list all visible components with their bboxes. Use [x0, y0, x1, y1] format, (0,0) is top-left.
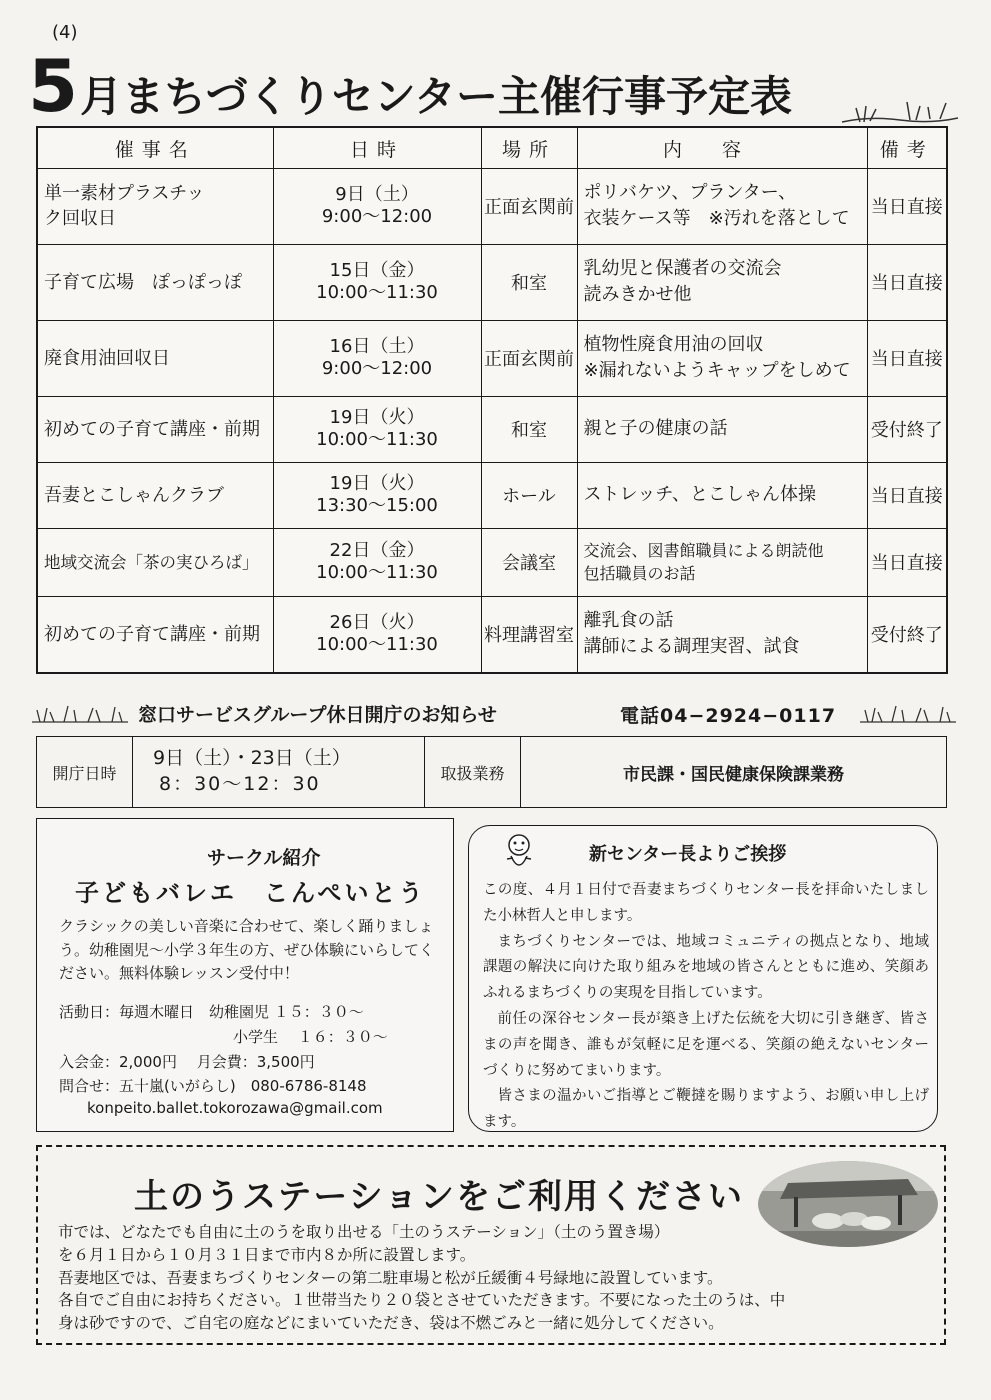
soil-line: 吾妻地区では、吾妻まちづくりセンターの第二駐車場と松が丘緩衝４号緑地に設置しています。: [58, 1268, 723, 1287]
table-row: [37, 396, 947, 462]
event-time: 10:00～11:30: [316, 634, 438, 656]
event-name: 初めての子育て講座・前期: [37, 596, 273, 673]
table-row: [37, 737, 947, 808]
grass-decoration-icon: [858, 702, 958, 724]
greeting-body: [483, 878, 929, 1136]
event-datetime: [273, 244, 481, 320]
soil-station-box: [36, 1145, 946, 1345]
circle-heading: サークル紹介: [207, 847, 321, 869]
page-title: [28, 42, 793, 128]
circle-description: クラシックの美しい音楽に合わせて、楽しく踊りましょう。幼稚園児〜小学３年生の方、ぜひ体験にいらしてください。無料体験レッスン受付中！: [59, 917, 435, 983]
content-line: 読みきかせ他: [583, 284, 692, 306]
event-name: 地域交流会「茶の実ひろば」: [37, 528, 273, 596]
greeting-box: [468, 825, 938, 1132]
table-header-row: [37, 127, 947, 169]
event-note: 受付終了: [867, 596, 947, 673]
event-time: 10:00～11:30: [316, 429, 438, 451]
event-content: [577, 396, 867, 462]
event-place: 正面玄関前: [481, 320, 577, 396]
content-line: ストレッチ、とこしゃん体操: [583, 484, 817, 506]
content-line: 講師による調理実習、試食: [583, 636, 800, 658]
event-datetime: [273, 528, 481, 596]
event-content: [577, 169, 867, 245]
work-label: 取扱業務: [425, 737, 521, 808]
event-name: 吾妻とこしゃんクラブ: [37, 462, 273, 528]
header-name: 催事名: [37, 127, 273, 169]
soil-station-title: 土のうステーションをご利用ください: [134, 1177, 744, 1217]
event-place: 和室: [481, 244, 577, 320]
soil-station-body: [58, 1221, 938, 1335]
open-dates-days: 9日（土）・23日（土）: [153, 747, 351, 770]
event-time: 10:00～11:30: [316, 562, 438, 584]
greeting-paragraph: まちづくりセンターでは、地域コミュニティの拠点となり、地域課題の解決に向けた取り組みを地域の皆さんとともに進め、笑顔あふれるまちづくりの実現を目指しています。: [483, 933, 929, 1002]
event-date: 19日（火）: [329, 472, 425, 494]
event-content: [577, 596, 867, 673]
table-row: [37, 462, 947, 528]
greeting-paragraph: 前任の深谷センター長が築き上げた伝統を大切に引き継ぎ、皆さまの声を聞き、誰もが気軽に足を運べる、笑顔の絶えないセンターづくりに努めてまいります。: [483, 1010, 929, 1079]
event-time: 9:00～12:00: [321, 206, 433, 228]
open-dates-hours: 8：30〜12：30: [159, 773, 321, 795]
event-name: 初めての子育て講座・前期: [37, 396, 273, 462]
table-row: [37, 244, 947, 320]
header-content: 内容: [577, 127, 867, 169]
event-datetime: [273, 462, 481, 528]
content-line: 親と子の健康の話: [583, 418, 728, 440]
event-place: 正面玄関前: [481, 169, 577, 245]
event-content: [577, 320, 867, 396]
table-row: [37, 596, 947, 673]
soil-line: 市では、どなたでも自由に土のうを取り出せる「土のうステーション」（土のう置き場）: [58, 1223, 670, 1241]
event-datetime: [273, 596, 481, 673]
header-datetime: 日時: [273, 127, 481, 169]
grass-decoration-icon: [30, 702, 130, 724]
event-note: 当日直接: [867, 462, 947, 528]
event-place: ホール: [481, 462, 577, 528]
title-text: 月まちづくりセンター主催行事予定表: [80, 71, 793, 121]
event-note: 当日直接: [867, 528, 947, 596]
work-content: 市民課・国民健康保険課業務: [521, 737, 947, 808]
event-time: 13:30～15:00: [316, 495, 438, 517]
content-line: ※漏れないようキャップをしめて: [583, 360, 851, 382]
event-note: 当日直接: [867, 244, 947, 320]
service-notice-phone: 電話04−2924−0117: [620, 705, 837, 727]
page-number: (4): [52, 22, 78, 43]
service-notice-banner: [30, 700, 960, 726]
service-notice-title: 窓口サービスグループ休日開庁のお知らせ: [138, 704, 497, 726]
circle-introduction-box: [36, 818, 454, 1132]
event-note: 受付終了: [867, 396, 947, 462]
event-name: 廃食用油回収日: [37, 320, 273, 396]
circle-activity: 活動日：毎週木曜日 幼稚園児 １５：３０〜: [59, 1003, 364, 1021]
header-note: 備考: [867, 127, 947, 169]
content-line: 乳幼児と保護者の交流会: [583, 258, 782, 280]
open-date-label: 開庁日時: [37, 737, 133, 808]
event-date: 9日（土）: [335, 183, 419, 205]
event-date: 26日（火）: [329, 611, 425, 633]
event-datetime: [273, 169, 481, 245]
content-line: 包括職員のお話: [583, 564, 696, 584]
circle-name: 子どもバレエ こんぺいとう: [75, 879, 426, 907]
circle-email: konpeito.ballet.tokorozawa@gmail.com: [87, 1099, 383, 1117]
event-place: 料理講習室: [481, 596, 577, 673]
event-note: 当日直接: [867, 169, 947, 245]
greeting-paragraph: この度、４月１日付で吾妻まちづくりセンター長を拝命いたしました小林哲人と申します。: [483, 882, 929, 924]
open-dates: [133, 737, 425, 808]
event-schedule-table: [36, 126, 948, 674]
content-line: 植物性廃食用油の回収: [583, 334, 764, 356]
event-content: [577, 244, 867, 320]
content-line: 衣装ケース等 ※汚れを落として: [583, 208, 850, 230]
table-row: [37, 320, 947, 396]
soil-line: 各自でご自由にお持ちください。１世帯当たり２０袋とさせていただきます。不要になった土のうは、中: [58, 1291, 786, 1310]
event-datetime: [273, 396, 481, 462]
event-content: [577, 462, 867, 528]
event-date: 16日（土）: [329, 335, 425, 357]
soil-line: 身は砂ですので、ご自宅の庭などにまいていただき、袋は不燃ごみと一緒に処分してください。: [58, 1314, 724, 1333]
event-content: [577, 528, 867, 596]
greeting-paragraph: 皆さまの温かいご指導とご鞭撻を賜りますよう、お願い申し上げます。: [483, 1088, 929, 1131]
content-line: 交流会、図書館職員による朗読他: [583, 541, 824, 561]
event-place: 和室: [481, 396, 577, 462]
table-row: [37, 169, 947, 245]
event-date: 15日（金）: [329, 259, 425, 281]
event-date: 22日（金）: [329, 539, 425, 561]
greeting-heading: 新センター長よりご挨拶: [589, 844, 787, 865]
title-month: 5: [28, 44, 77, 128]
event-name: 子育て広場 ぽっぽっぽ: [37, 244, 273, 320]
event-place: 会議室: [481, 528, 577, 596]
circle-activity-2: 小学生 １６：３０〜: [233, 1028, 388, 1046]
event-name: 単一素材プラスチック回収日: [37, 169, 273, 245]
content-line: 離乳食の話: [583, 610, 674, 632]
circle-fees: 入会金：2,000円 月会費：3,500円: [59, 1053, 315, 1071]
open-day-table: [36, 736, 947, 808]
event-time: 9:00～12:00: [321, 358, 433, 380]
event-datetime: [273, 320, 481, 396]
header-place: 場所: [481, 127, 577, 169]
soil-line: を６月１日から１０月３１日まで市内８か所に設置します。: [58, 1245, 476, 1264]
table-row: [37, 528, 947, 596]
event-note: 当日直接: [867, 320, 947, 396]
grass-decoration-icon: [840, 94, 960, 126]
event-date: 19日（火）: [329, 406, 425, 428]
event-time: 10:00～11:30: [316, 282, 438, 304]
circle-contact: 問合せ：五十嵐(いがらし) 080-6786-8148: [59, 1077, 367, 1095]
content-line: ポリバケツ、プランター、: [583, 182, 797, 204]
mascot-icon: [495, 828, 543, 876]
